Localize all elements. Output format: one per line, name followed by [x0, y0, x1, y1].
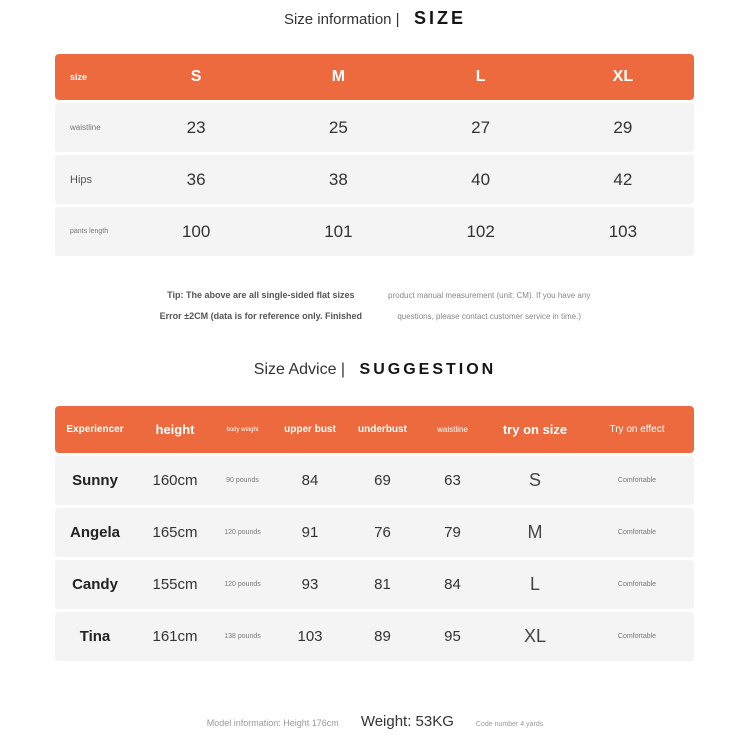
header-try-on-effect: Try on effect — [609, 424, 665, 435]
cell: 29 — [613, 117, 633, 137]
cell-effect: Comfortable — [617, 633, 657, 640]
size-col-xl: XL — [612, 68, 634, 85]
cell-height: 161cm — [152, 628, 198, 645]
section2-title-right: SUGGESTION — [359, 361, 497, 378]
suggestion-table — [55, 406, 694, 661]
model-height-text: Model information: Height 176cm — [206, 718, 339, 728]
cell-upper-bust: 84 — [301, 472, 319, 489]
section2-title — [0, 361, 750, 379]
model-weight-text: Weight: 53KG — [360, 713, 454, 730]
size-table-header-label: size — [70, 72, 88, 82]
model-code-text: Code number 4 yards — [475, 721, 544, 728]
cell-height: 160cm — [152, 472, 198, 489]
table-row-hips — [55, 155, 694, 204]
cell-upper-bust: 103 — [297, 628, 323, 645]
cell: 42 — [613, 169, 633, 189]
cell-effect: Comfortable — [617, 529, 657, 536]
table-row-waistline — [55, 103, 694, 152]
cell-upper-bust: 91 — [301, 524, 319, 541]
size-table — [55, 54, 694, 256]
suggestion-table-header — [55, 406, 694, 453]
header-upper-bust: upper bust — [284, 424, 336, 435]
cell-weight: 138 pounds — [224, 633, 261, 640]
cell-underbust: 76 — [374, 524, 391, 541]
cell-name: Candy — [72, 576, 118, 593]
cell-effect: Comfortable — [617, 581, 657, 588]
cell-underbust: 81 — [374, 576, 391, 593]
measurement-tip — [0, 285, 750, 327]
cell-size: L — [529, 574, 540, 594]
cell-weight: 120 pounds — [224, 581, 261, 588]
table-row-candy — [55, 560, 694, 609]
table-row-sunny — [55, 456, 694, 505]
cell-size: XL — [523, 626, 547, 646]
size-col-l: L — [475, 68, 486, 85]
header-experiencer: Experiencer — [66, 424, 124, 435]
tip-line: Error ±2CM (data is for reference only. Finished — [159, 311, 362, 321]
tip-line: Tip: The above are all single-sided flat sizes — [167, 290, 355, 300]
size-col-s: S — [190, 68, 202, 85]
cell-waistline: 95 — [444, 628, 461, 645]
row-label: pants length — [70, 228, 109, 235]
table-row-pants-length — [55, 207, 694, 256]
section1-title-right: SIZE — [414, 8, 467, 28]
cell: 102 — [466, 221, 495, 241]
tip-line: questions, please contact customer service in time.) — [397, 312, 581, 321]
header-waistline: waistline — [437, 425, 468, 434]
cell-waistline: 79 — [444, 524, 461, 541]
cell-height: 155cm — [152, 576, 198, 593]
cell-effect: Comfortable — [617, 477, 657, 484]
row-label: waistline — [70, 123, 101, 132]
cell: 100 — [181, 221, 211, 241]
section1-title — [0, 8, 750, 29]
header-try-on-size: try on size — [502, 422, 568, 437]
cell-name: Sunny — [72, 472, 118, 489]
cell-height: 165cm — [152, 524, 198, 541]
cell: 23 — [186, 117, 206, 137]
size-table-header — [55, 54, 694, 100]
table-row-angela — [55, 508, 694, 557]
tip-line: product manual measurement (unit: CM). If you have any — [388, 291, 591, 300]
cell-size: S — [528, 470, 541, 490]
size-col-m: M — [331, 68, 346, 85]
table-row-tina — [55, 612, 694, 661]
cell-upper-bust: 93 — [301, 576, 319, 593]
cell: 40 — [471, 169, 491, 189]
cell-waistline: 63 — [444, 472, 461, 489]
cell-weight: 120 pounds — [224, 529, 261, 536]
header-body-weight: body weight — [226, 426, 259, 433]
cell-size: M — [527, 522, 543, 542]
section2-title-left: Size Advice | — [253, 361, 346, 378]
cell-name: Tina — [79, 628, 111, 645]
tip-left-column — [160, 285, 362, 327]
cell-name: Angela — [69, 524, 120, 541]
cell: 103 — [608, 221, 638, 241]
cell-waistline: 84 — [444, 576, 461, 593]
header-underbust: underbust — [358, 424, 407, 435]
cell-underbust: 89 — [374, 628, 391, 645]
model-info-footer — [0, 713, 750, 730]
header-height: height — [155, 422, 195, 437]
cell-weight: 90 pounds — [226, 477, 259, 484]
cell: 27 — [471, 117, 491, 137]
cell: 101 — [324, 221, 353, 241]
tip-right-column — [388, 285, 590, 327]
cell: 25 — [328, 117, 348, 137]
cell: 36 — [186, 169, 206, 189]
row-label: Hips — [70, 173, 93, 186]
section1-title-left: Size information | — [283, 11, 400, 28]
cell: 38 — [328, 169, 348, 189]
cell-underbust: 69 — [374, 472, 391, 489]
